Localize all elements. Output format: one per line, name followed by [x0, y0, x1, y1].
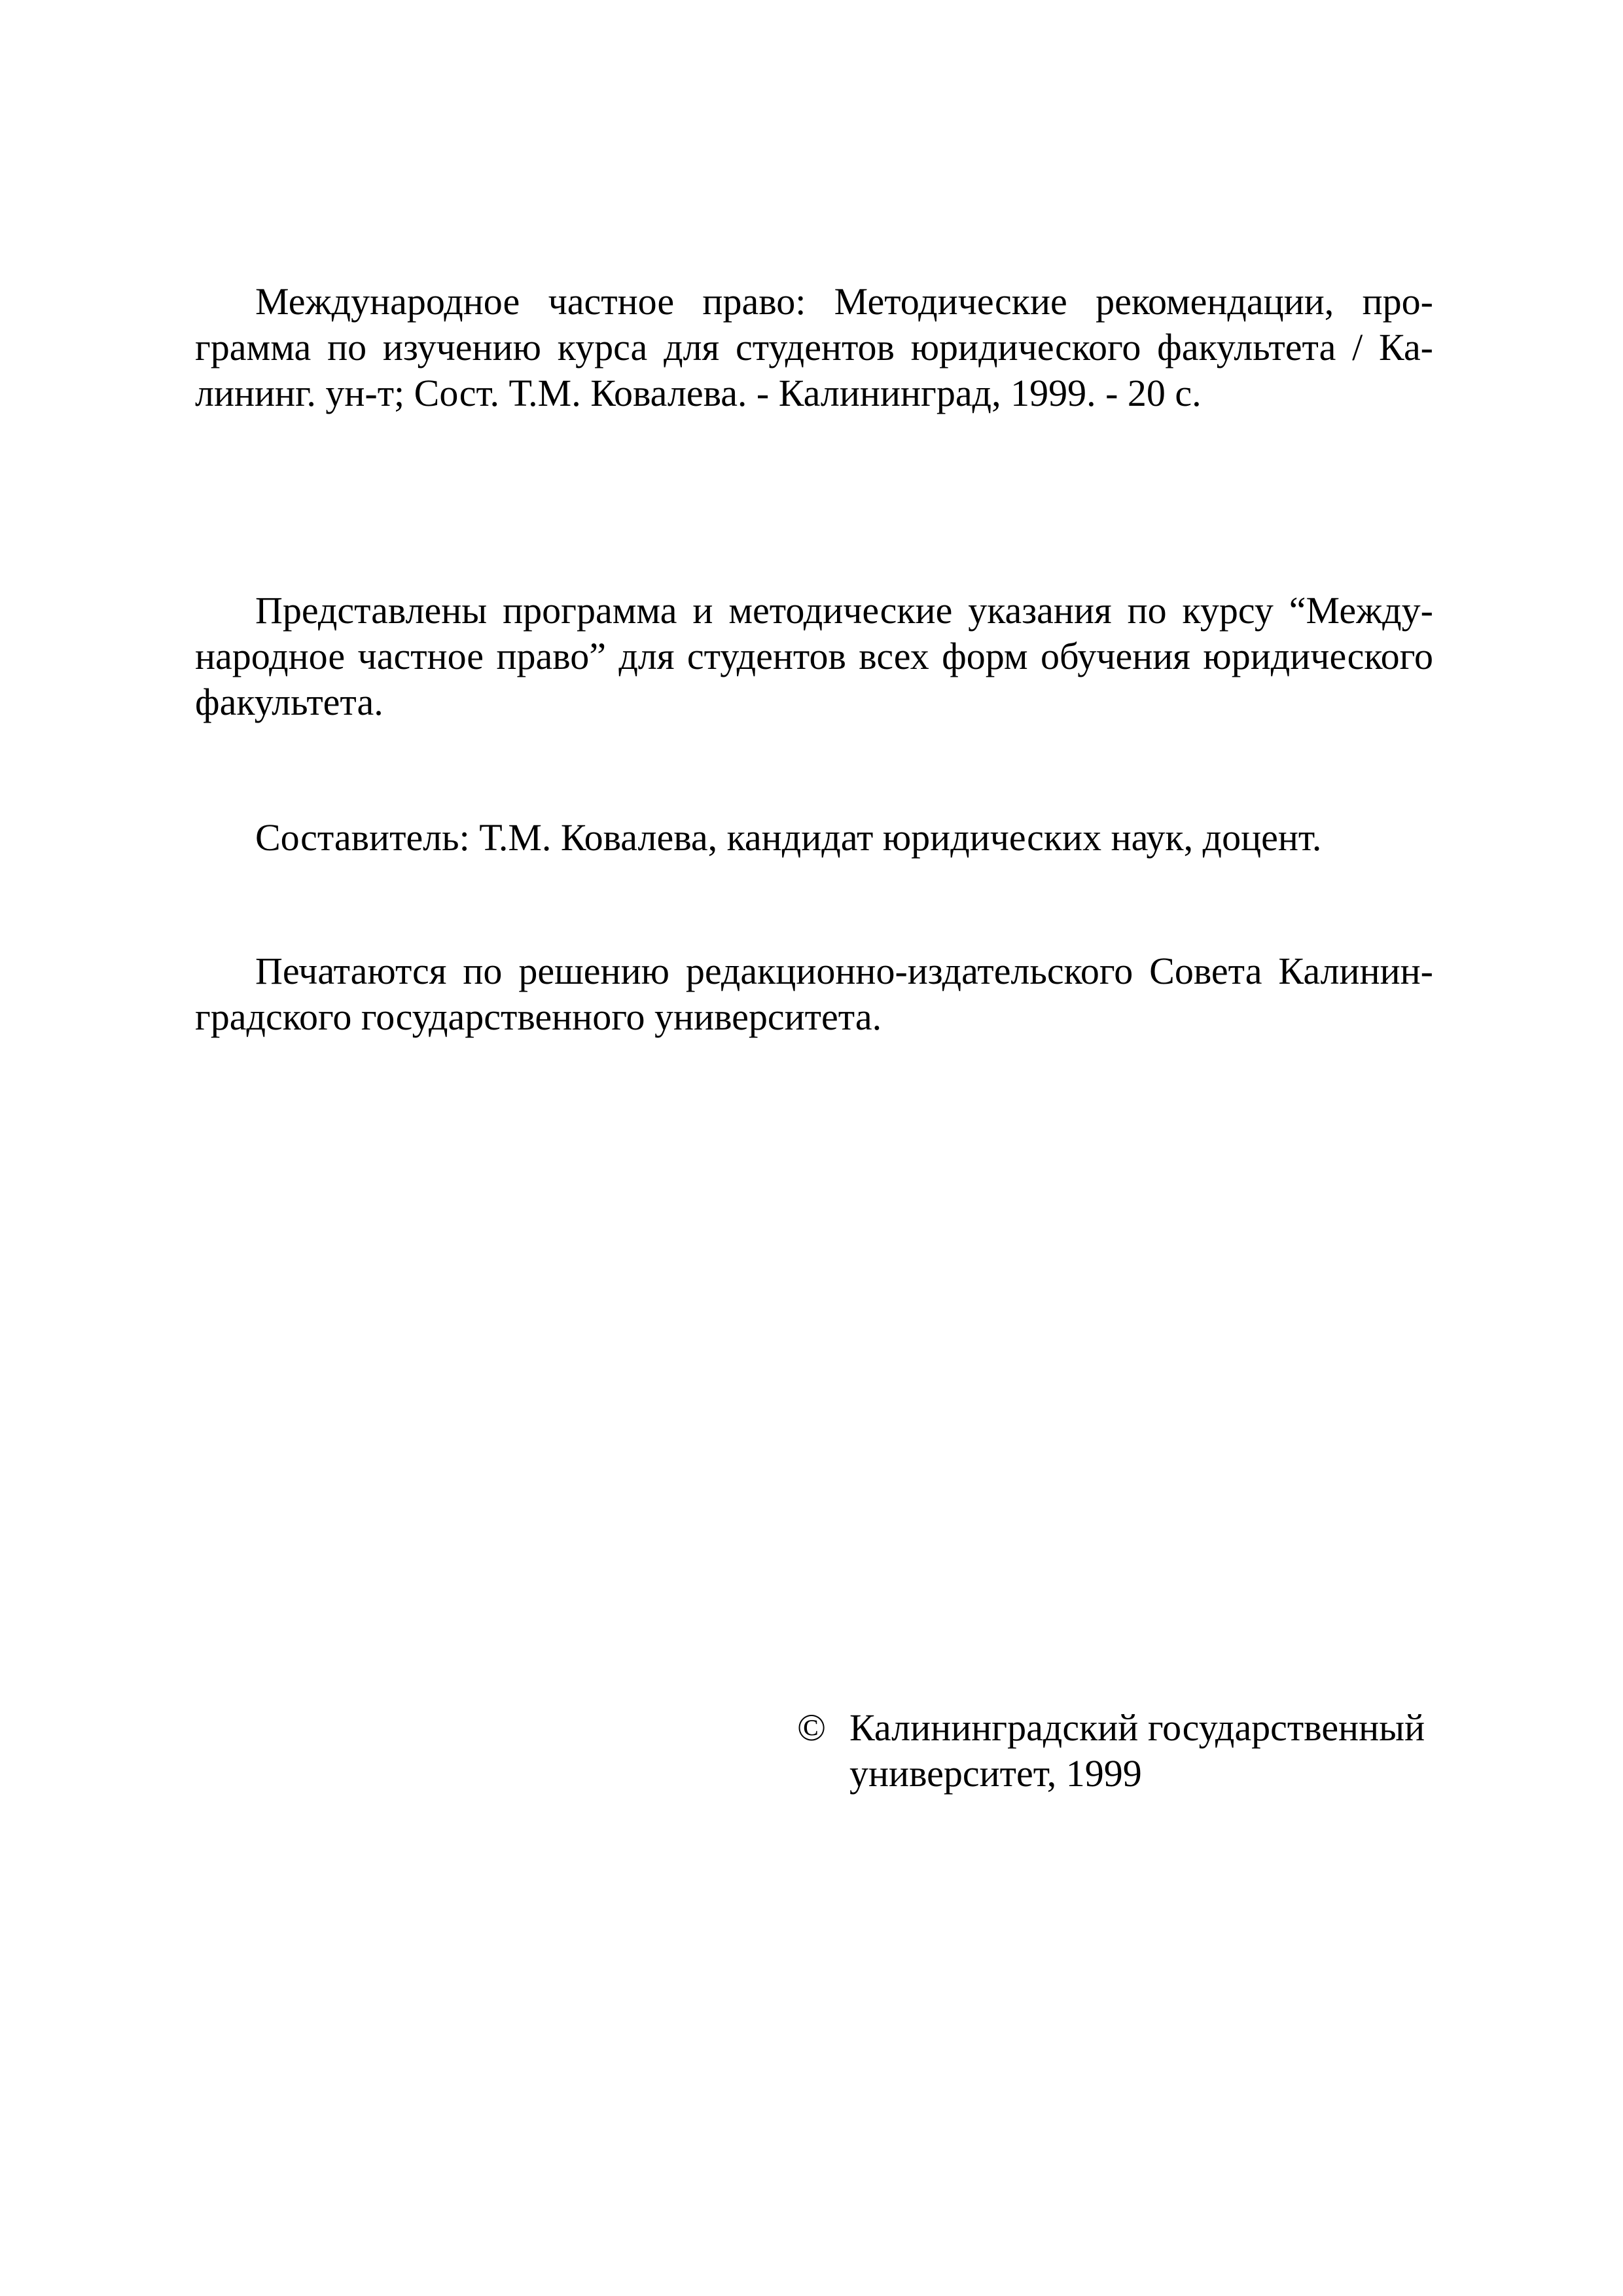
- copyright-line: [797, 1705, 1438, 1751]
- bibliographic-line: Международное частное право: Методические рекомендации, про-: [255, 280, 1433, 323]
- approval-line: градского государственного университета.: [195, 996, 882, 1038]
- copyright-icon: ©: [797, 1706, 827, 1749]
- publication-approval: [195, 948, 1433, 1040]
- bibliographic-description: [195, 279, 1433, 416]
- compiler-note: [195, 815, 1433, 861]
- bibliographic-line: лининг. ун-т; Сост. Т.М. Ковалева. - Калининград, 1999. - 20 с.: [195, 372, 1202, 414]
- copyright-year-line: университет, 1999: [849, 1752, 1142, 1795]
- copyright-holder: Калининградский государственный: [849, 1706, 1425, 1749]
- bibliographic-line: грамма по изучению курса для студентов юридического факультета / Ка-: [195, 326, 1433, 368]
- annotation: [195, 588, 1433, 725]
- approval-line: Печатаются по решению редакционно-издательского Совета Калинин-: [255, 950, 1433, 992]
- annotation-line: Представлены программа и методические указания по курсу “Между-: [255, 589, 1433, 632]
- copyright-notice: [797, 1705, 1438, 1797]
- compiler-line: Составитель: Т.М. Ковалева, кандидат юридических наук, доцент.: [255, 816, 1322, 859]
- annotation-line: народное частное право” для студентов всех форм обучения юридического: [195, 635, 1433, 677]
- annotation-line: факультета.: [195, 681, 383, 723]
